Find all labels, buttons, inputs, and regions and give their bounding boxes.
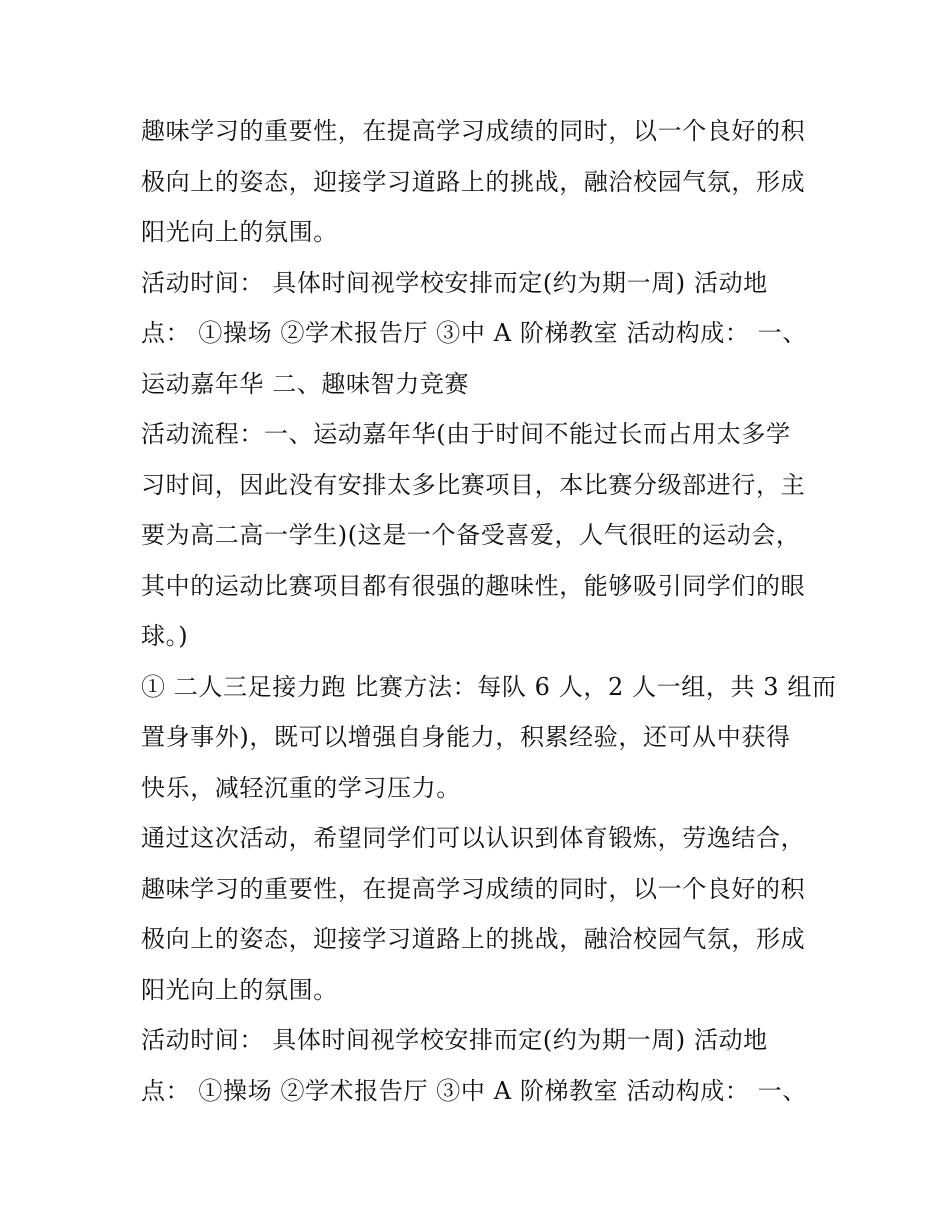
text-line: 习时间，因此没有安排太多比赛项目，本比赛分级部进行，主: [141, 470, 806, 499]
text-line: 阳光向上的氛围。: [141, 975, 338, 1004]
text-line: 趣味学习的重要性，在提高学习成绩的同时，以一个良好的积: [141, 874, 806, 903]
text-line: 通过这次活动，希望同学们可以认识到体育锻炼，劳逸结合，: [141, 824, 806, 852]
text-line: 活动时间： 具体时间视学校安排而定(约为期一周) 活动地: [141, 1026, 768, 1054]
text-line: 置身事外)，既可以增强自身能力，积累经验，还可从中获得: [141, 723, 791, 751]
text-line: 点： ①操场 ②学术报告厅 ③中 A 阶梯教室 活动构成： 一、: [141, 319, 807, 347]
text-line: 其中的运动比赛项目都有很强的趣味性，能够吸引同学们的眼: [141, 571, 806, 600]
text-line: 球。): [141, 622, 189, 650]
text-line: 趣味学习的重要性，在提高学习成绩的同时，以一个良好的积: [141, 117, 806, 145]
text-line: 运动嘉年华 二、趣味智力竞赛: [141, 369, 470, 398]
text-line: 活动流程：一、运动嘉年华(由于时间不能过长而占用太多学: [141, 420, 791, 448]
text-line: 要为高二高一学生)(这是一个备受喜爱，人气很旺的运动会，: [141, 521, 801, 549]
text-line: 活动时间： 具体时间视学校安排而定(约为期一周) 活动地: [141, 268, 768, 297]
document-body: [141, 106, 837, 1116]
text-line: 极向上的姿态，迎接学习道路上的挑战，融洽校园气氛，形成: [141, 167, 806, 196]
text-line: 阳光向上的氛围。: [141, 218, 338, 246]
text-line: 快乐，减轻沉重的学习压力。: [141, 773, 461, 802]
text-line: 点： ①操场 ②学术报告厅 ③中 A 阶梯教室 活动构成： 一、: [141, 1076, 807, 1105]
text-line: ① 二人三足接力跑 比赛方法：每队 6 人，2 人一组，共 3 组而: [141, 672, 837, 701]
text-line: 极向上的姿态，迎接学习道路上的挑战，融洽校园气氛，形成: [141, 925, 806, 953]
